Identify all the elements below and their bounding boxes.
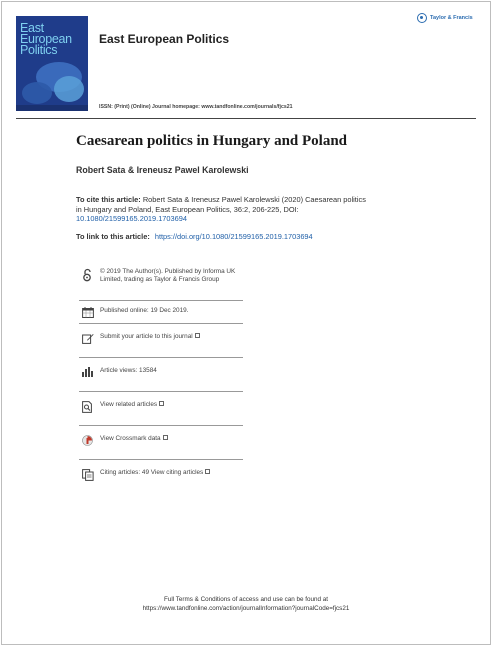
cover-map-shape — [22, 82, 52, 104]
info-item-published — [79, 301, 243, 324]
publisher-logo — [417, 13, 473, 23]
info-item-views — [79, 358, 243, 392]
journal-name: East European Politics — [99, 32, 230, 46]
article-doi-link[interactable]: https://doi.org/10.1080/21599165.2019.1703694 — [154, 232, 313, 241]
footer-terms-line: Full Terms & Conditions of access and use can be found at — [163, 596, 329, 603]
citing-articles-icon — [79, 469, 97, 481]
edit-icon — [79, 333, 97, 344]
info-item-citing[interactable] — [79, 460, 243, 493]
cover-title-line: East — [20, 21, 44, 35]
citation-block — [76, 195, 366, 224]
cite-label: To cite this article: — [76, 195, 141, 204]
crossmark-link[interactable]: View Crossmark data — [97, 435, 168, 443]
taylor-francis-logo-icon — [417, 13, 427, 23]
external-link-icon — [159, 401, 164, 406]
footer-terms-link[interactable]: https://www.tandfonline.com/action/journalInformation?journalCode=fjcs21 — [142, 605, 350, 612]
info-item-license — [79, 268, 243, 301]
publisher-logo-text: Taylor & Francis — [430, 15, 473, 21]
license-text: © 2019 The Author(s). Published by Informa UK Limited, trading as Taylor & Francis Group — [100, 268, 236, 283]
published-date-text: Published online: 19 Dec 2019. — [100, 307, 189, 314]
cite-text: Robert Sata & Ireneusz Pawel Karolewski (2020) Caesarean politics in Hungary and Poland, East European Politics, 36:2, 206-225, DOI: — [76, 195, 366, 214]
issn-homepage-line[interactable]: ISSN: (Print) (Online) Journal homepage: www.tandfonline.com/journals/fjcs21 — [99, 104, 293, 110]
related-articles-link[interactable]: View related articles — [97, 401, 164, 409]
cover-title — [20, 23, 72, 56]
crossmark-icon — [79, 435, 97, 446]
cover-title-line: Politics — [20, 43, 58, 57]
citing-articles-link[interactable]: Citing articles: 49 View citing articles — [97, 469, 210, 477]
cover-bottom-bar — [16, 105, 88, 111]
info-item-crossmark[interactable] — [79, 426, 243, 460]
article-link-line — [76, 232, 313, 241]
bar-chart-icon — [79, 367, 97, 377]
info-item-related[interactable] — [79, 392, 243, 426]
calendar-icon — [79, 307, 97, 318]
external-link-icon — [163, 435, 168, 440]
cover-title-line: European — [20, 32, 72, 46]
external-link-icon — [195, 333, 200, 338]
cite-doi-link[interactable]: 10.1080/21599165.2019.1703694 — [76, 214, 187, 224]
info-item-submit[interactable] — [79, 324, 243, 358]
submit-article-link[interactable]: Submit your article to this journal — [97, 333, 200, 341]
journal-cover-image — [16, 16, 88, 111]
open-access-icon — [79, 268, 97, 282]
article-info-list — [79, 268, 243, 493]
article-authors: Robert Sata & Ireneusz Pawel Karolewski — [76, 165, 249, 175]
search-document-icon — [79, 401, 97, 413]
link-label: To link to this article: — [76, 232, 150, 241]
header-divider — [16, 118, 476, 119]
cover-map-shape — [54, 76, 84, 102]
external-link-icon — [205, 469, 210, 474]
article-views-text: Article views: 13584 — [100, 367, 157, 374]
article-title: Caesarean politics in Hungary and Poland — [76, 133, 348, 149]
